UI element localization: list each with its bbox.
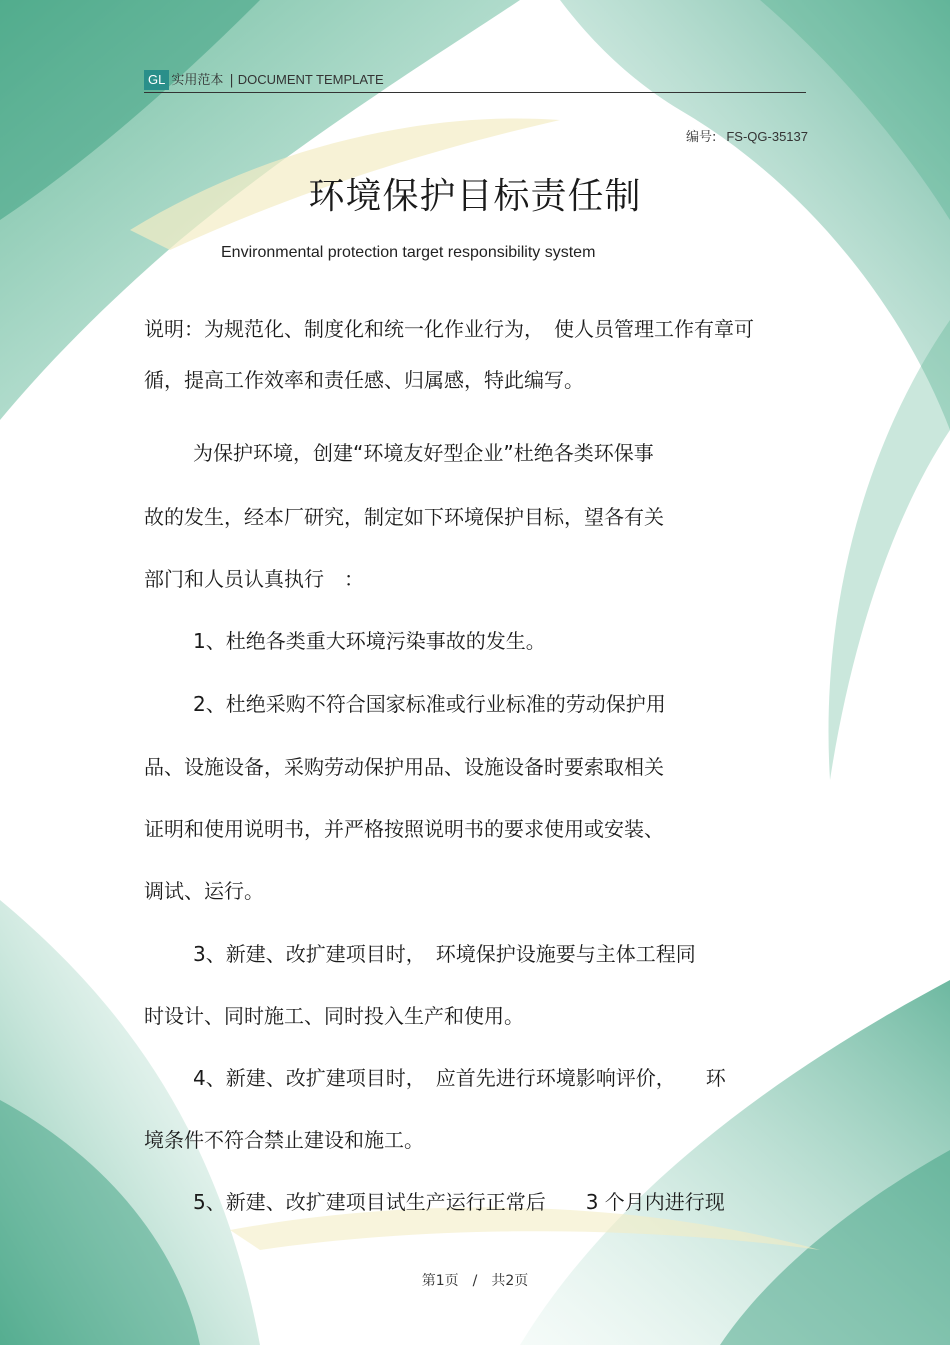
document-title: 环境保护目标责任制 [308, 176, 642, 217]
page-footer: 第1页 / 共2页 [421, 1273, 529, 1289]
header-separator: | [229, 73, 234, 88]
body-line: 说明：为规范化、制度化和统一化作业行为， 使人员管理工作有章可 [144, 317, 754, 341]
body-line: 证明和使用说明书，并严格按照说明书的要求使用或安装、 [144, 817, 664, 841]
body-line: 故的发生，经本厂研究，制定如下环境保护目标，望各有关 [144, 505, 664, 529]
document-number [686, 126, 808, 145]
document-subtitle: Environmental protection target responsibility system [221, 244, 596, 261]
body-line: 品、设施设备，采购劳动保护用品、设施设备时要索取相关 [144, 755, 664, 779]
body-line: 调试、运行。 [144, 879, 264, 903]
body-line: 部门和人员认真执行 ： [144, 567, 364, 591]
header-label: DOCUMENT TEMPLATE [237, 72, 384, 87]
body-line: 为保护环境，创建“环境友好型企业”杜绝各类环保事 [193, 441, 654, 465]
body-line: 3、新建、改扩建项目时， 环境保护设施要与主体工程同 [193, 942, 696, 966]
document-number-value: FS-QG-35137 [726, 129, 808, 144]
page-header [144, 70, 806, 93]
document-number-label: 编号: [685, 130, 717, 145]
body-line: 1、杜绝各类重大环境污染事故的发生。 [193, 629, 546, 653]
body-line: 时设计、同时施工、同时投入生产和使用。 [144, 1004, 524, 1028]
body-line: 境条件不符合禁止建设和施工。 [144, 1128, 424, 1152]
body-line: 4、新建、改扩建项目时， 应首先进行环境影响评价， 环 [193, 1066, 726, 1090]
body-line: 5、新建、改扩建项目试生产运行正常后 3 个月内进行现 [193, 1190, 725, 1214]
body-line: 循，提高工作效率和责任感、归属感，特此编写。 [144, 368, 584, 392]
brand-badge: GL [144, 70, 169, 90]
body-line: 2、杜绝采购不符合国家标准或行业标准的劳动保护用 [193, 692, 666, 716]
header-category: 实用范本 [171, 73, 224, 88]
